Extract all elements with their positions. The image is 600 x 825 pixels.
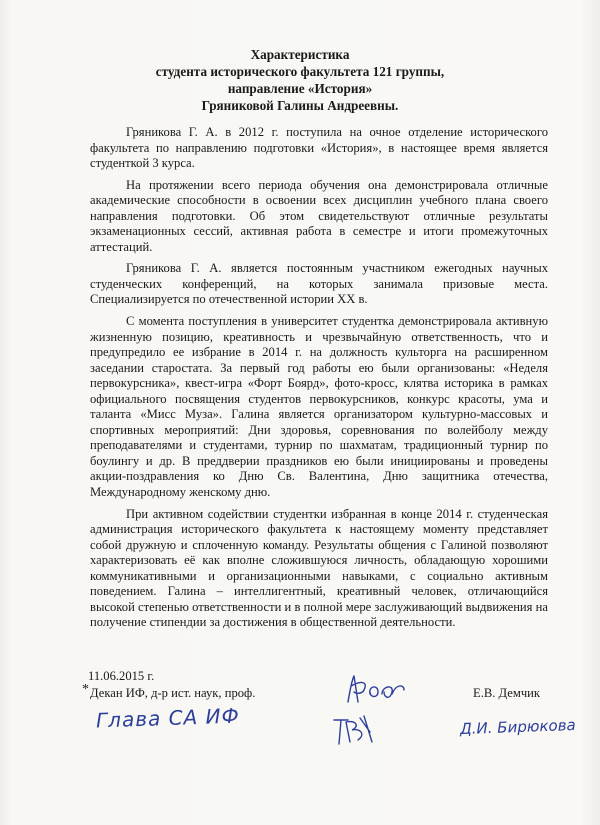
heading-title: Характеристика: [250, 47, 350, 62]
document-body: [90, 125, 548, 637]
dean-signature-mark: [342, 672, 412, 708]
second-signature-mark: [330, 712, 376, 748]
asterisk-mark: *: [82, 682, 89, 697]
paragraph-academic: На протяжении всего периода обучения она демонстрировала отличные академические способности в освоении всех дисциплин учебного плана своего направления подготовки. Об этом свидетельствуют отличные результаты экзаменационных сессий, активная работа в семестре и итоги промежуточных аттестаций.: [90, 177, 548, 254]
paragraph-conferences: Гряникова Г. А. является постоянным участником ежегодных научных студенческих конференций, на которых занимала призовые места. Специализируется по отечественной истории XX в.: [90, 261, 548, 307]
document-date: 11.06.2015 г.: [88, 669, 155, 683]
heading-line-student: студента исторического факультета 121 группы,: [155, 64, 445, 79]
paragraph-activities: С момента поступления в университет студентка демонстрировала активную жизненную позицию, креативность и чрезвычайную ответственность, что и предупредило ее избрание в 2014 г. на должность культорга на расширенном заседании старостата. За первый год работы ею были организованы: «Неделя первокурсника», квест-игра «Форт Боярд», фото-кросс, клятва историка в рамках официального посвящения студентов первокурсников, конкурс красоты, ума и таланта «Мисс Муза». Галина является организатором культурно-массовых и спортивных мероприятий: Дни здоровья, соревнования по волейболу между преподавателями и студентами, турнир по шахматам, традиционный турнир по боулингу и др. В преддверии праздников ею были инициированы и проведены акции-поздравления ко Дню Св. Валентина, Дню защитника отечества, Международному женскому дню.: [90, 314, 548, 500]
heading-line-name: Гряниковой Галины Андреевны.: [201, 98, 399, 113]
heading-line-direction: направление «История»: [227, 81, 373, 96]
paragraph-conclusion: При активном содействии студентки избранная в конце 2014 г. студенческая администрация исторического факультета к настоящему моменту представляет собой дружную и сплоченную команду. Результаты общения с Галиной позволяют характеризовать её как вполне сложившуюся личность, обладающую хорошими коммуникативными и организационными навыками, с социально активным поведением. Галина – интеллигентный, креативный человек, отличающийся высокой степенью ответственности и в полной мере заслуживающий выдвижения на получение стипендии за достижения в общественной деятельности.: [90, 506, 548, 630]
handwritten-title: Глава СА ИФ: [95, 703, 241, 733]
paragraph-admission: Гряникова Г. А. в 2012 г. поступила на очное отделение исторического факультета по направлению подготовки «История», в настоящее время является студенткой 3 курса.: [90, 125, 548, 171]
signatory-name: Е.В. Демчик: [473, 686, 541, 700]
handwritten-name: Д.И. Бирюкова: [459, 715, 576, 739]
signatory-role: Декан ИФ, д-р ист. наук, проф.: [90, 686, 256, 700]
document-heading: [0, 46, 600, 114]
